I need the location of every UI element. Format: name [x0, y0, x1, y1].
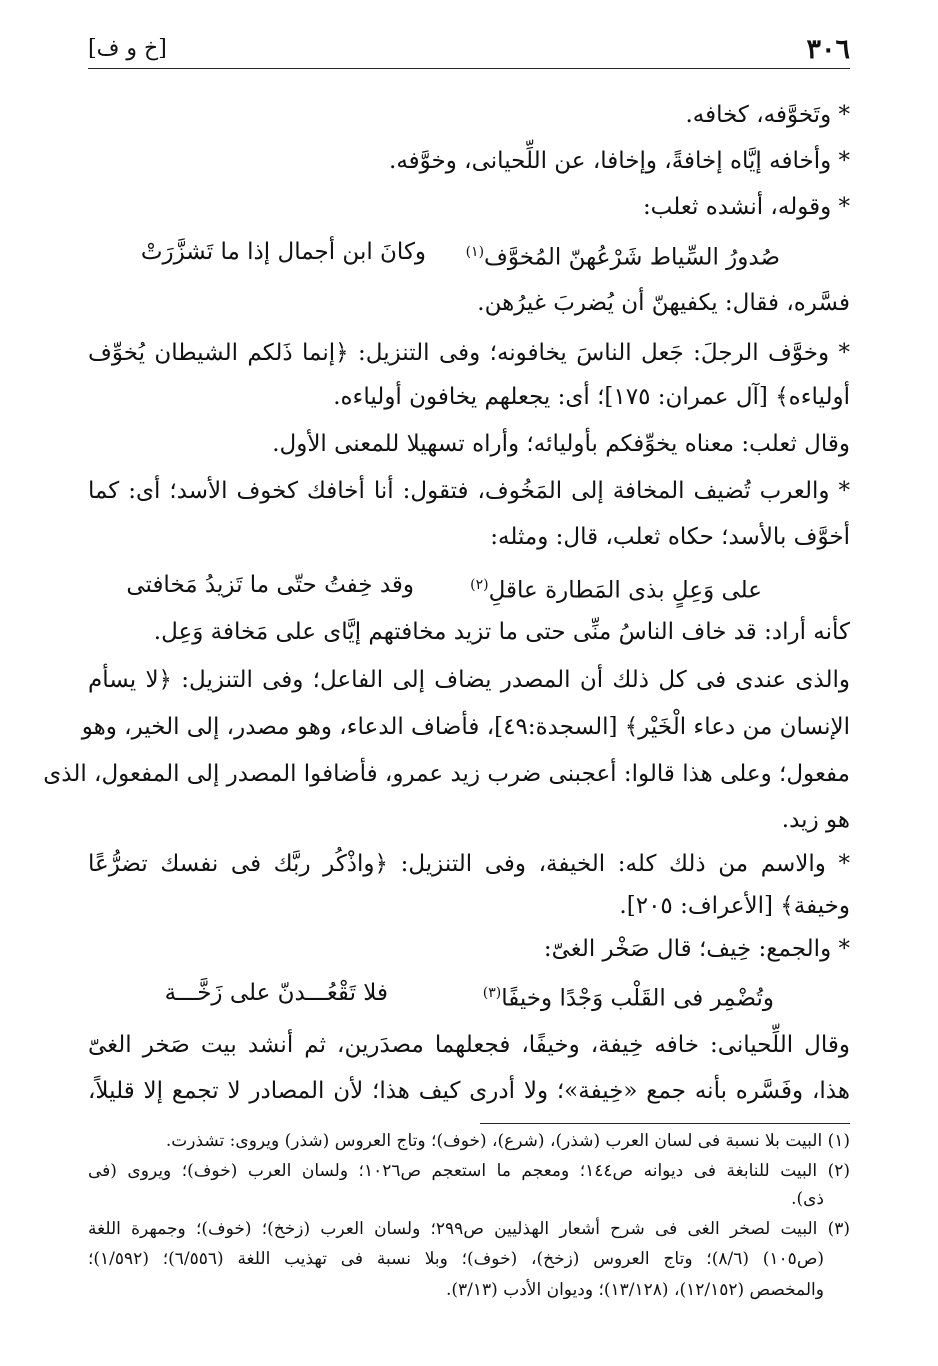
text-line: * وأخافه إيَّاه إخافةً، وإخافا، عن اللِّحيانى، وخوَّفه.	[389, 148, 850, 174]
text-line: فسَّره، فقال: يكفيهنّ أن يُضربَ غيرُهن.	[477, 290, 850, 316]
footnote: (٢) البيت للنابغة فى ديوانه ص١٤٤؛ ومعجم ما استعجم ص١٠٢٦؛ ولسان العرب (خوف)؛ ويروى (فى	[88, 1161, 850, 1181]
verse-text: وتُضْمِر فى القَلْب وَجْدًا وخيفًا	[501, 985, 774, 1012]
footnote-continuation: والمخصص (١٢/١٥٢)، (١٣/١٢٨)؛ وديوان الأدب (٣/١٣).	[445, 1280, 824, 1300]
running-head: [خ و ف]	[88, 36, 167, 61]
verse-hemistich-second	[466, 232, 780, 272]
footnote: (١) البيت بلا نسبة فى لسان العرب (شذر)، (شرع)، (خوف)؛ وتاج العروس (شذر) ويروى: تشذرت.	[165, 1131, 850, 1151]
verse-hemistich-second	[470, 565, 762, 605]
text-line: هذا، وفَسَّره بأنه جمع «خِيفة»؛ ولا أدرى كيف هذا؛ لأن المصادر لا تجمع إلا قليلاً،	[88, 1078, 850, 1104]
verse-hemistich-second	[483, 973, 774, 1013]
text-line: وقال اللِّحيانى: خافه خِيفة، وخيفًا، فجعلهما مصدَرين، ثم أنشد بيت صَخر الغىّ	[88, 1032, 850, 1058]
text-line: * والاسم من ذلك كله: الخيفة، وفى التنزيل: ﴿واذْكُر ربَّك فى نفسك تضرُّعًا	[88, 851, 850, 877]
footnote-divider	[480, 1123, 850, 1124]
text-line: * وقوله، أنشده ثعلب:	[642, 194, 850, 220]
text-line: أخوَّف بالأسد؛ حكاه ثعلب، قال: ومثله:	[490, 524, 850, 550]
text-line: الإنسان من دعاء الْخَيْر﴾ [السجدة:٤٩]، فأضاف الدعاء، وهو مصدر، إلى الخير، وهو	[81, 714, 850, 740]
footnote-marker: (٣)	[482, 985, 502, 1001]
text-line: * والعرب تُضيف المخافة إلى المَخُوف، فتقول: أنا أخافك كخوف الأسد؛ أى: كما	[88, 478, 850, 504]
footnote-continuation: ذى).	[791, 1189, 824, 1209]
verse-text: صُدورُ السِّياط شَرْعُهنّ المُخوَّف	[484, 244, 780, 271]
footnote: (٣) البيت لصخر الغى فى شرح أشعار الهذليين ص٢٩٩؛ ولسان العرب (زخخ)؛ (خوف)؛ وجمهرة اللغة	[88, 1219, 850, 1239]
page-number: ٣٠٦	[806, 34, 850, 65]
verse-hemistich-first: فلا تَقْعُـــدنّ على زَخَّـــة	[164, 980, 388, 1006]
footnote-continuation: (ص١٠٥) (٨/٦)؛ وتاج العروس (زخخ)، (خوف)؛ وبلا نسبة فى تهذيب اللغة (٦/٥٥٦)؛ (١/٥٩٢)؛	[88, 1249, 824, 1269]
text-line: * وتَخوَّفه، كخافه.	[685, 102, 850, 128]
text-line: هو زيد.	[781, 807, 850, 833]
text-line: كأنه أراد: قد خاف الناسُ منِّى حتى ما تزيد مخافتهم إيَّاى على مَخافة وَعِل.	[153, 619, 850, 645]
text-line: أولياءه﴾ [آل عمران: ١٧٥]؛ أى: يجعلهم يخافون أولياءه.	[333, 384, 850, 410]
verse-hemistich-first: وكانَ ابن أجمال إذا ما تَشزَّرَتْ	[140, 239, 426, 265]
text-line: * والجمع: خِيف؛ قال صَخْر الغىّ:	[543, 936, 850, 962]
text-line: وخيفة﴾ [الأعراف: ٢٠٥].	[619, 893, 850, 919]
text-line: * وخوَّف الرجلَ: جَعل الناسَ يخافونه؛ وفى التنزيل: ﴿إنما ذَلكم الشيطان يُخوِّف	[88, 340, 850, 366]
page-header	[88, 34, 850, 69]
text-line: وقال ثعلب: معناه يخوِّفكم بأوليائه؛ وأراه تسهيلا للمعنى الأول.	[272, 431, 850, 457]
footnote-marker: (٢)	[470, 577, 489, 593]
footnote-marker: (١)	[465, 244, 485, 260]
verse-hemistich-first: وقد خِفتُ حتّى ما تَزيدُ مَخافتى	[126, 572, 414, 598]
text-line: مفعول؛ وعلى هذا قالوا: أعجبنى ضرب زيد عمرو، فأضافوا المصدر إلى المفعول، الذى	[43, 761, 850, 787]
verse-text: على وَعِلٍ بذى المَطارة عاقلِ	[488, 577, 762, 604]
text-line: والذى عندى فى كل ذلك أن المصدر يضاف إلى الفاعل؛ وفى التنزيل: ﴿لا يسأم	[88, 667, 850, 693]
